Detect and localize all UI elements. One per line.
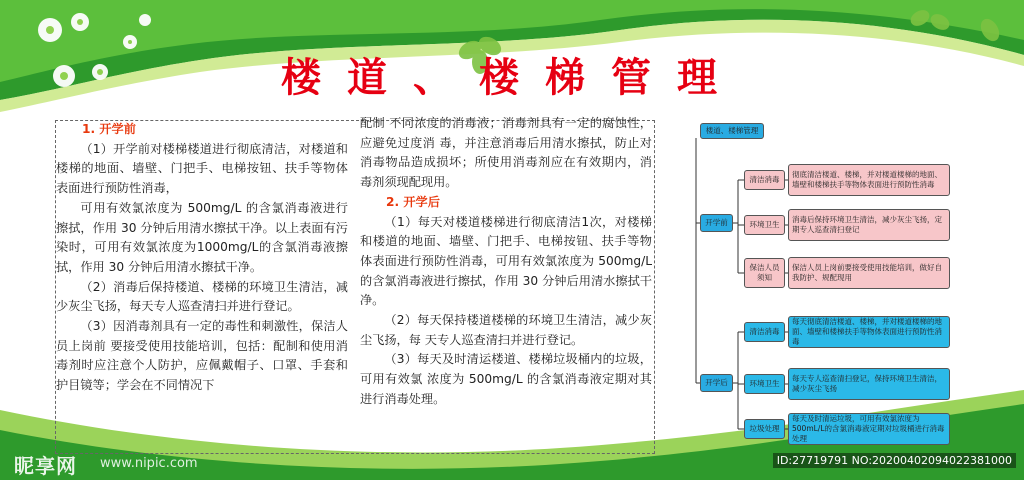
management-flowchart xyxy=(690,118,1010,448)
paragraph: （2）每天保持楼道楼梯的环境卫生清洁，减少灰尘飞扬，每 天专人巡查清扫并进行登记。 xyxy=(360,313,652,347)
flow-before-cleaning-desc: 彻底清洁楼道、楼梯，并对楼道楼梯的地面、墙壁和楼梯扶手等物体表面进行预防性消毒 xyxy=(788,164,950,196)
paragraph: （3）因消毒剂具有一定的毒性和刺激性，保洁人员上岗前 要接受使用技能培训，包括：配制和使用消毒剂时应注意个人防护，应佩戴帽子、口罩、手套和护目镜等；学会在不同情况下 xyxy=(56,319,348,393)
paragraph: 可用有效氯浓度为 500mg/L 的含氯消毒液进行擦拭，作用 30 分钟后用清水擦拭干净。以上表面有污染时，可用有效氯浓度为1000mg/L的含氯消毒液擦拭，作用 30 分钟后用清水擦拭干净。 xyxy=(56,200,348,274)
paragraph: （3）每天及时清运楼道、楼梯垃圾桶内的垃圾，可用有效氯 浓度为 500mg/L 的含氯消毒液定期对其进行消毒处理。 xyxy=(360,352,652,406)
flow-after-garbage-label: 垃圾处理 xyxy=(744,419,785,439)
flow-after-garbage-desc: 每天及时清运垃圾，可用有效氯浓度为500mL/L的含氯消毒液定期对垃圾桶进行消毒处理 xyxy=(788,413,950,445)
right-text-column xyxy=(360,114,652,410)
flow-before-hygiene-label: 环境卫生 xyxy=(744,215,785,235)
flow-after-hygiene-desc: 每天专人巡查清扫登记，保持环境卫生清洁，减少灰尘飞扬 xyxy=(788,368,950,400)
page-title: 楼道、楼梯管理 xyxy=(281,54,743,101)
paragraph: 配制 不同浓度的消毒液；消毒剂具有一定的腐蚀性，应避免过度消 毒，并注意消毒后用清水擦拭，防止对消毒物品造成损坏；所使用消毒剂应在有效期内，消毒剂须现配现用。 xyxy=(360,116,652,190)
section-heading-after: 2. 开学后 xyxy=(386,194,440,209)
left-text-column xyxy=(56,120,348,396)
flow-before-staff-label: 保洁人员须知 xyxy=(744,258,785,288)
flow-before-cleaning-label: 清洁消毒 xyxy=(744,170,785,190)
flow-before-staff-desc: 保洁人员上岗前要接受使用技能培训，做好自我防护、规配现用 xyxy=(788,257,950,289)
paragraph: （1）每天对楼道楼梯进行彻底清洁1次，对楼梯和楼道的地面、墙壁、门把手、电梯按钮、扶手等物体表面进行预防性消毒，可用有效氯浓度为 500mg/L 的含氯消毒液进行擦拭，作用 30 分钟后用清水擦拭干净。 xyxy=(360,214,652,308)
paragraph: （1）开学前对楼梯楼道进行彻底清洁，对楼道和楼梯的地面、墙壁、门把手、电梯按钮、扶手等物体表面进行预防性消毒， xyxy=(56,141,348,196)
flow-after-cleaning-label: 清洁消毒 xyxy=(744,322,785,342)
flow-after-cleaning-desc: 每天彻底清洁楼道、楼梯，并对楼道楼梯的地面、墙壁和楼梯扶手等物体表面进行预防性消毒 xyxy=(788,316,950,348)
flow-before-box: 开学前 xyxy=(700,214,733,232)
flow-root-box: 楼道、楼梯管理 xyxy=(700,123,764,139)
flow-after-box: 开学后 xyxy=(700,374,733,392)
watermark-url: www.nipic.com xyxy=(100,456,198,471)
flow-after-hygiene-label: 环境卫生 xyxy=(744,374,785,394)
image-id-label: ID:27719791 NO:20200402094022381000 xyxy=(773,453,1016,468)
paragraph: （2）消毒后保持楼道、楼梯的环境卫生清洁，减少灰尘飞扬，每天专人巡查清扫并进行登记。 xyxy=(56,279,348,314)
watermark-logo: 昵享网 xyxy=(14,454,77,478)
flow-before-hygiene-desc: 消毒后保持环境卫生清洁，减少灰尘飞扬，定期专人巡查清扫登记 xyxy=(788,209,950,241)
section-heading-before: 1. 开学前 xyxy=(82,122,136,136)
